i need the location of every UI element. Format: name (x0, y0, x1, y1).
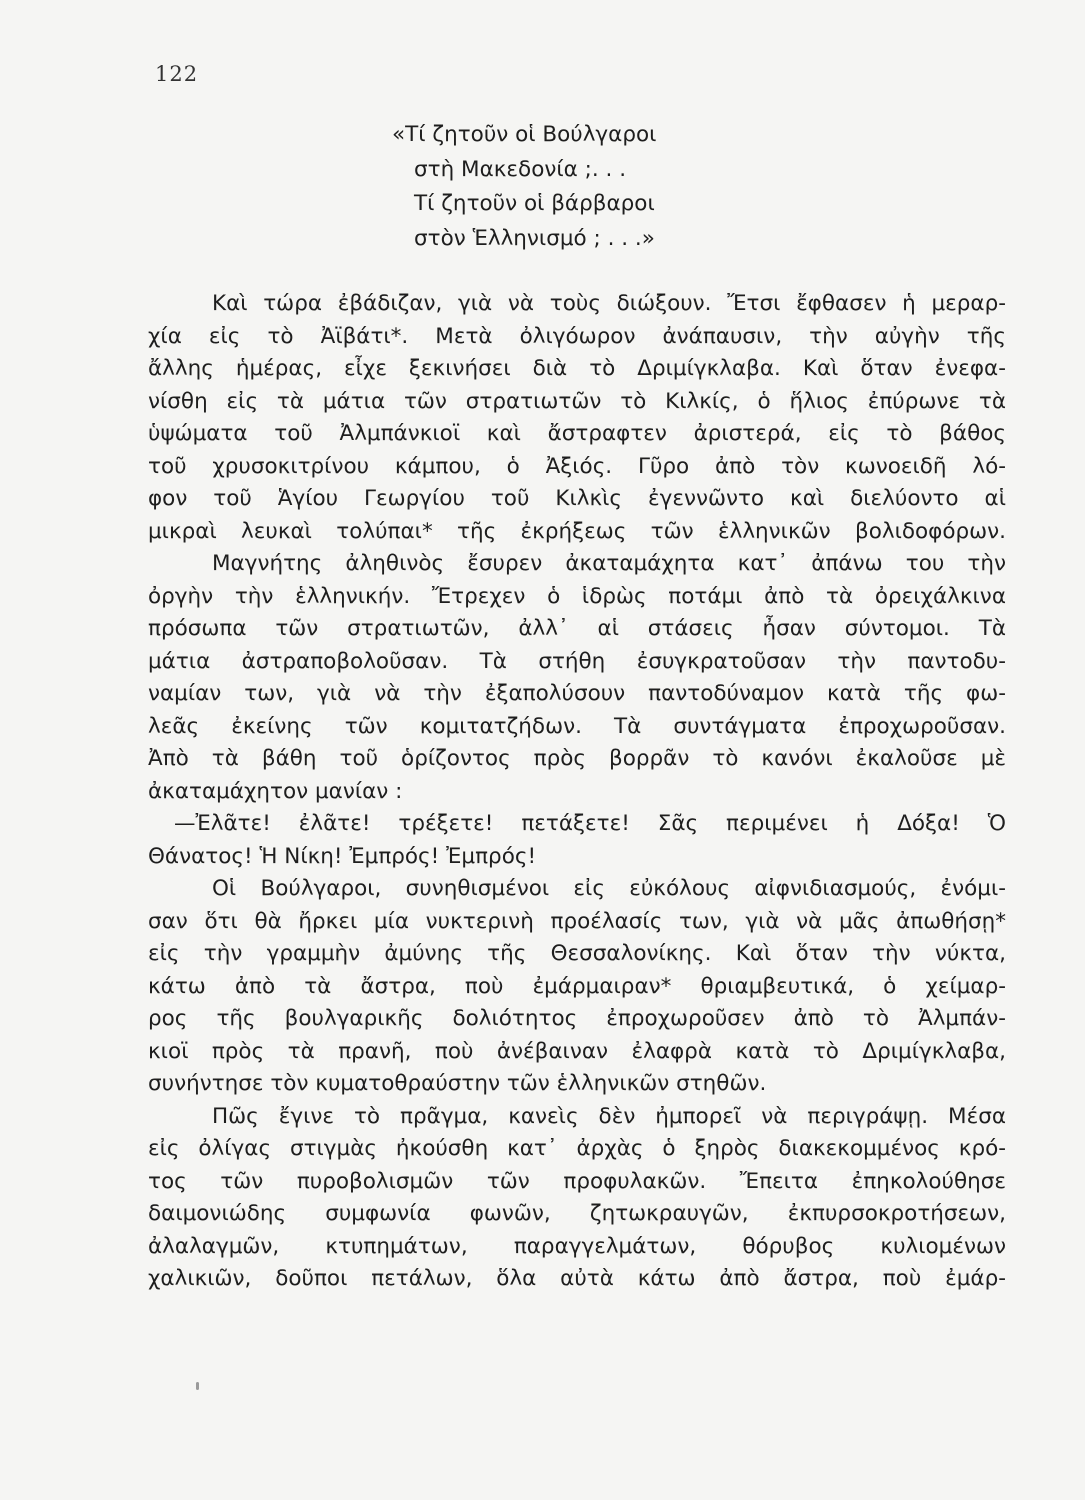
text-line: Καὶ τώρα ἐβάδιζαν, γιὰ νὰ τοὺς διώξουν. Ἔτσι ἔφθασεν ἡ μεραρ- (212, 291, 1006, 316)
text-line: εἰς τὴν γραμμὴν ἀμύνης τῆς Θεσσαλονίκης. Καὶ ὅταν τὴν νύκτα, (148, 941, 1006, 966)
text-line: Οἱ Βούλγαροι, συνηθισμένοι εἰς εὐκόλους αἰφνιδιασμούς, ἐνόμι- (212, 876, 1006, 901)
text-line: μάτια ἀστραποβολοῦσαν. Τὰ στήθη ἐσυγκρατοῦσαν τὴν παντοδυ- (148, 648, 1006, 674)
verse-quote (392, 118, 656, 256)
paper-speck (196, 1382, 199, 1390)
text-line: Μαγνήτης ἀληθινὸς ἔσυρεν ἀκαταμάχητα κατ᾽ ἀπάνω του τὴν (212, 551, 1006, 576)
text-line: μικραὶ λευκαὶ τολύπαι* τῆς ἐκρήξεως τῶν ἑλληνικῶν βολιδοφόρων. (148, 518, 1006, 544)
verse-line: στὸν Ἑλληνισμό ; . . .» (414, 225, 655, 251)
text-line: χαλικιῶν, δοῦποι πετάλων, ὅλα αὐτὰ κάτω ἀπὸ ἄστρα, ποὺ ἐμάρ- (148, 1266, 1006, 1291)
text-line: λεᾶς ἐκείνης τῶν κομιτατζήδων. Τὰ συντάγματα ἐπροχωροῦσαν. (148, 713, 1006, 739)
text-line: δαιμονιώδης συμφωνία φωνῶν, ζητωκραυγῶν, ἐκπυρσοκροτήσεων, (148, 1201, 1006, 1226)
text-line: σαν ὅτι θὰ ἤρκει μία νυκτερινὴ προέλασίς των, γιὰ νὰ μᾶς ἀπωθήσῃ* (148, 908, 1006, 934)
text-line: Πῶς ἔγινε τὸ πρᾶγμα, κανεὶς δὲν ἠμπορεῖ νὰ περιγράψῃ. Μέσα (212, 1103, 1006, 1129)
text-line: κάτω ἀπὸ τὰ ἄστρα, ποὺ ἐμάρμαιραν* θριαμβευτικά, ὁ χείμαρ- (148, 973, 1006, 999)
text-line: φον τοῦ Ἁγίου Γεωργίου τοῦ Κιλκὶς ἐγεννῶντο καὶ διελύοντο αἱ (148, 486, 1006, 511)
text-line: ὀργὴν τὴν ἑλληνικήν. Ἔτρεχεν ὁ ἱδρὼς ποτάμι ἀπὸ τὰ ὀρειχάλκινα (148, 583, 1006, 609)
text-line: πρόσωπα τῶν στρατιωτῶν, ἀλλ᾽ αἱ στάσεις ἦσαν σύντομοι. Τὰ (148, 616, 1006, 641)
verse-line: στὴ Μακεδονία ;. . . (414, 156, 627, 182)
text-line: κιοϊ πρὸς τὰ πρανῆ, ποὺ ἀνέβαιναν ἐλαφρὰ κατὰ τὸ Δριμίγκλαβα, (148, 1038, 1006, 1064)
text-line: χία εἰς τὸ Ἀϊβάτι*. Μετὰ ὀλιγόωρον ἀνάπαυσιν, τὴν αὐγὴν τῆς (148, 323, 1006, 349)
text-line: συνήντησε τὸν κυματοθραύστην τῶν ἑλληνικῶν στηθῶν. (148, 1071, 767, 1096)
text-line: Θάνατος! Ἡ Νίκη! Ἐμπρός! Ἐμπρός! (148, 843, 537, 869)
text-line: τος τῶν πυροβολισμῶν τῶν προφυλακῶν. Ἔπειτα ἐπηκολούθησε (148, 1168, 1006, 1194)
text-line: νίσθη εἰς τὰ μάτια τῶν στρατιωτῶν τὸ Κιλκίς, ὁ ἥλιος ἐπύρωνε τὰ (148, 388, 1006, 414)
text-line: εἰς ὀλίγας στιγμὰς ἠκούσθη κατ᾽ ἀρχὰς ὁ ξηρὸς διακεκομμένος κρό- (148, 1136, 1006, 1161)
text-line: ὑψώματα τοῦ Ἀλμπάνκιοϊ καὶ ἄστραφτεν ἀριστερά, εἰς τὸ βάθος (148, 421, 1006, 446)
text-line: Ἀπὸ τὰ βάθη τοῦ ὁρίζοντος πρὸς βορρᾶν τὸ κανόνι ἐκαλοῦσε μὲ (148, 746, 1006, 771)
text-line: ἀλαλαγμῶν, κτυπημάτων, παραγγελμάτων, θόρυβος κυλιομένων (148, 1233, 1006, 1259)
text-line: —Ἐλᾶτε! ἐλᾶτε! τρέξετε! πετάξετε! Σᾶς περιμένει ἡ Δόξα! Ὁ (174, 811, 1006, 836)
verse-line: Τί ζητοῦν οἱ βάρβαροι (414, 191, 655, 216)
text-line: ἀκαταμάχητον μανίαν : (148, 778, 403, 804)
text-line: τοῦ χρυσοκιτρίνου κάμπου, ὁ Ἀξιός. Γῦρο ἀπὸ τὸν κωνοειδῆ λό- (148, 453, 1006, 479)
text-line: ἄλλης ἡμέρας, εἶχε ξεκινήσει διὰ τὸ Δριμίγκλαβα. Καὶ ὅταν ἐνεφα- (148, 356, 1006, 381)
page-number: 122 (155, 62, 199, 86)
verse-line: «Τί ζητοῦν οἱ Βούλγαροι (392, 122, 657, 147)
text-line: ρος τῆς βουλγαρικῆς δολιότητος ἐπροχωροῦσεν ἀπὸ τὸ Ἀλμπάν- (148, 1006, 1006, 1031)
text-line: ναμίαν των, γιὰ νὰ τὴν ἐξαπολύσουν παντοδύναμον κατὰ τῆς φω- (148, 681, 1006, 706)
body-text (148, 288, 1006, 1296)
